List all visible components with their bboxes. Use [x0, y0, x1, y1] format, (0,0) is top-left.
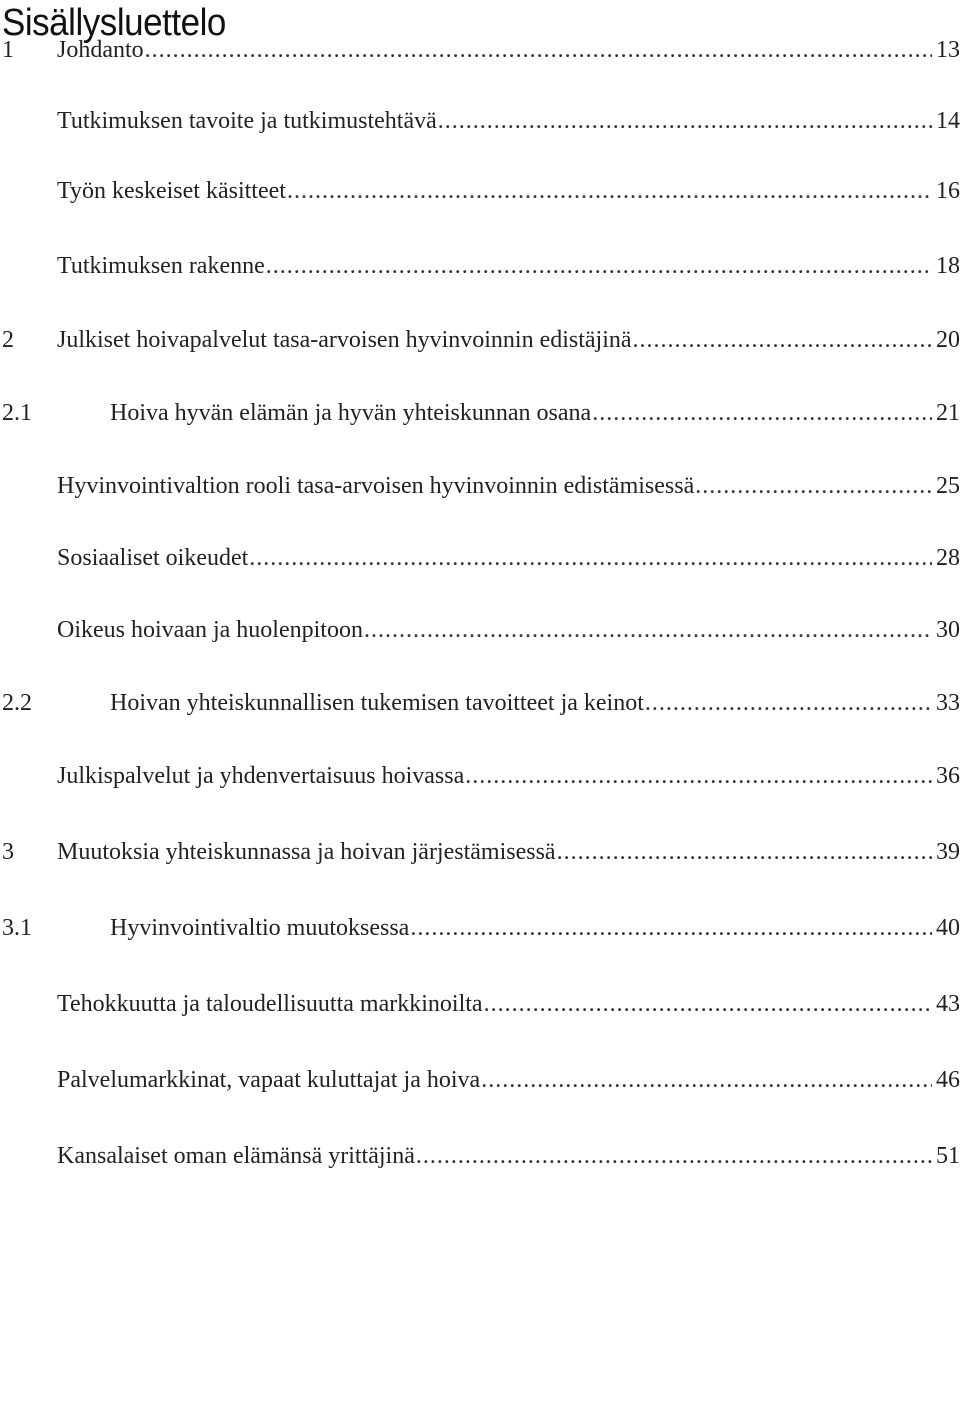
toc-dot-leader: [364, 612, 932, 648]
toc-entry-title: Työn keskeiset käsitteet: [57, 178, 286, 204]
toc-entry-title: Hyvinvointivaltion rooli tasa-arvoisen hyvinvoinnin edistämisessä: [57, 473, 695, 499]
toc-entry-title: Sosiaaliset oikeudet: [57, 545, 249, 571]
toc-dot-leader: [438, 103, 932, 139]
toc-dot-leader: [287, 173, 932, 209]
toc-dot-leader: [266, 248, 932, 284]
toc-dot-leader: [592, 395, 932, 431]
toc-entry-page: 33: [936, 690, 960, 716]
toc-entry-title: Tutkimuksen rakenne: [57, 253, 265, 279]
toc-entry-number: 2.1: [2, 400, 32, 426]
toc-entry-title: Hoivan yhteiskunnallisen tukemisen tavoitteet ja keinot: [110, 690, 644, 716]
toc-entry-number: 3.1: [2, 915, 32, 941]
toc-entry-page: 18: [936, 253, 960, 279]
toc-entry-title: Hyvinvointivaltio muutoksessa: [110, 915, 410, 941]
toc-entry[interactable]: [0, 1138, 960, 1174]
toc-entry[interactable]: [0, 468, 960, 504]
toc-entry-page: 39: [936, 839, 960, 865]
toc-entry-page: 40: [936, 915, 960, 941]
toc-entry-page: 43: [936, 991, 960, 1017]
toc-entry-page: 21: [936, 400, 960, 426]
toc-dot-leader: [465, 758, 932, 794]
toc-entry-title: Palvelumarkkinat, vapaat kuluttajat ja hoiva: [57, 1067, 481, 1093]
toc-entry-title: Hoiva hyvän elämän ja hyvän yhteiskunnan osana: [110, 400, 592, 426]
toc-entry-page: 46: [936, 1067, 960, 1093]
toc-entry-page: 36: [936, 763, 960, 789]
page-title: Sisällysluettelo: [2, 2, 226, 44]
toc-entry[interactable]: [0, 758, 960, 794]
toc-entry[interactable]: [0, 1062, 960, 1098]
toc-entry[interactable]: [0, 395, 960, 431]
toc-entry[interactable]: [0, 32, 960, 68]
toc-dot-leader: [557, 834, 932, 870]
toc-entry[interactable]: [0, 540, 960, 576]
toc-dot-leader: [249, 540, 932, 576]
toc-entry-number: 1: [2, 37, 14, 63]
toc-entry[interactable]: [0, 910, 960, 946]
toc-entry-page: 14: [936, 108, 960, 134]
toc-entry-title: Oikeus hoivaan ja huolenpitoon: [57, 617, 363, 643]
toc-entry-title: Johdanto: [57, 37, 144, 63]
toc-entry-number: 2.2: [2, 690, 32, 716]
toc-entry-page: 28: [936, 545, 960, 571]
toc-entry-title: Julkiset hoivapalvelut tasa-arvoisen hyvinvoinnin edistäjinä: [57, 327, 632, 353]
toc-dot-leader: [416, 1138, 932, 1174]
toc-entry[interactable]: [0, 322, 960, 358]
toc-dot-leader: [633, 322, 932, 358]
toc-dot-leader: [695, 468, 932, 504]
toc-entry-title: Muutoksia yhteiskunnassa ja hoivan järjestämisessä: [57, 839, 556, 865]
toc-entry-page: 16: [936, 178, 960, 204]
toc-entry-title: Tutkimuksen tavoite ja tutkimustehtävä: [57, 108, 437, 134]
toc-dot-leader: [481, 1062, 932, 1098]
toc-entry[interactable]: [0, 834, 960, 870]
toc-entry-number: 3: [2, 839, 14, 865]
toc-entry[interactable]: [0, 173, 960, 209]
toc-dot-leader: [410, 910, 932, 946]
toc-entry-title: Julkispalvelut ja yhdenvertaisuus hoivassa: [57, 763, 465, 789]
toc-entry-page: 51: [936, 1143, 960, 1169]
toc-entry[interactable]: [0, 103, 960, 139]
toc-entry-number: 2: [2, 327, 14, 353]
toc-entry[interactable]: [0, 685, 960, 721]
toc-entry-page: 20: [936, 327, 960, 353]
toc-entry-page: 13: [936, 37, 960, 63]
toc-entry-page: 25: [936, 473, 960, 499]
toc-entry[interactable]: [0, 248, 960, 284]
toc-dot-leader: [484, 986, 932, 1022]
toc-entry-title: Tehokkuutta ja taloudellisuutta markkinoilta: [57, 991, 483, 1017]
toc-entry[interactable]: [0, 986, 960, 1022]
toc-dot-leader: [645, 685, 932, 721]
toc-entry[interactable]: [0, 612, 960, 648]
toc-dot-leader: [145, 32, 932, 68]
toc-entry-page: 30: [936, 617, 960, 643]
toc-entry-title: Kansalaiset oman elämänsä yrittäjinä: [57, 1143, 415, 1169]
